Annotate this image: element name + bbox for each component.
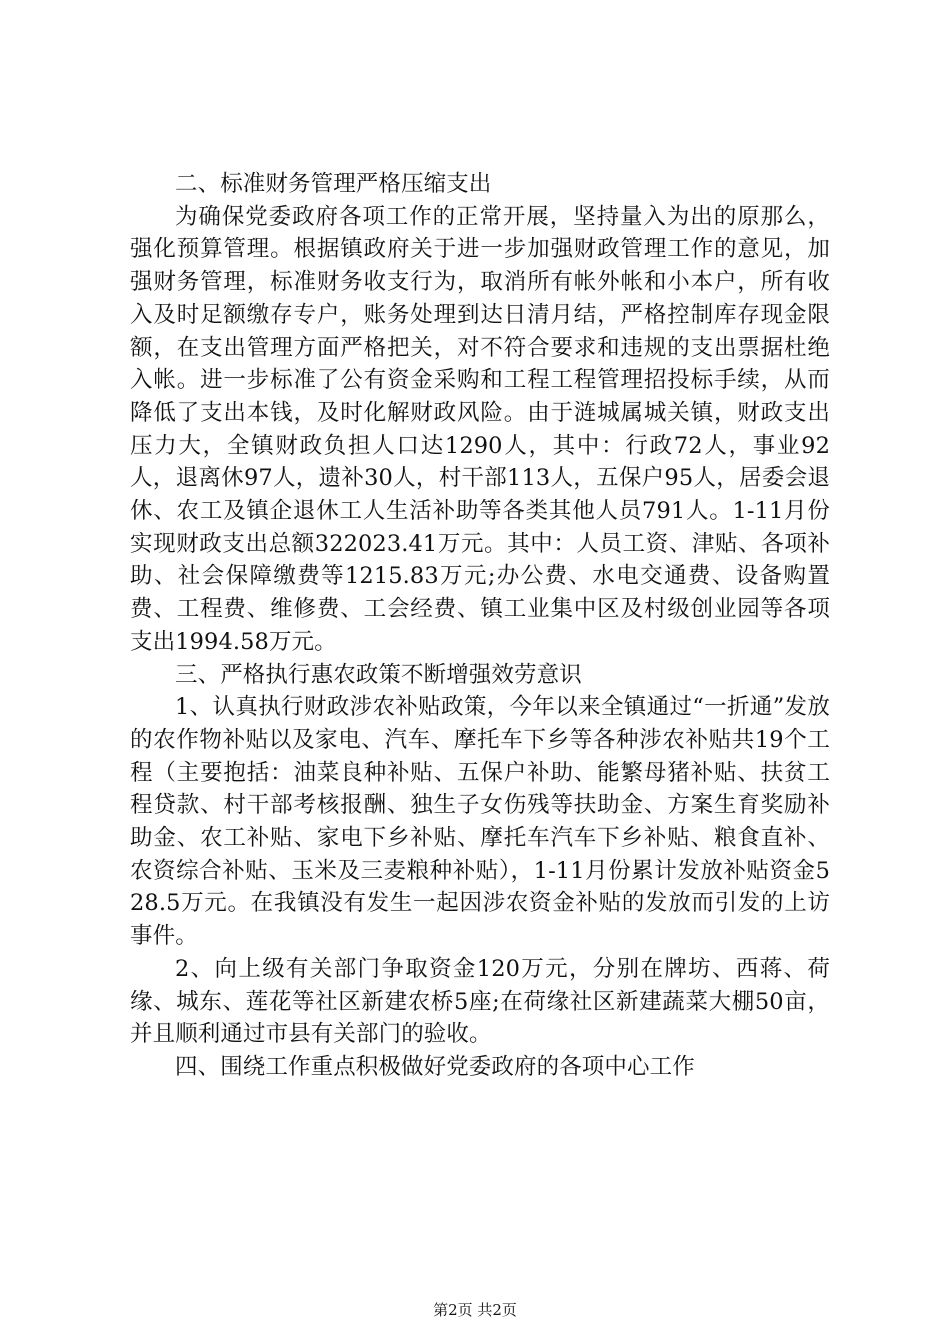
paragraph-funding-projects: 2、向上级有关部门争取资金120万元，分别在牌坊、西蒋、荷缘、城东、莲花等社区新建农桥5座;在荷缘社区新建蔬菜大棚50亩，并且顺利通过市县有关部门的验收。: [130, 955, 830, 1048]
section-heading-2: 二、标准财务管理严格压缩支出: [175, 171, 492, 197]
paragraph-agricultural-subsidies: 1、认真执行财政涉农补贴政策，今年以来全镇通过“一折通”发放的农作物补贴以及家电、汽车、摩托车下乡等各种涉农补贴共19个工程（主要抱括：油菜良种补贴、五保户补助、能繁母猪补贴、扶贫工程贷款、村干部考核报酬、独生子女伤残等扶助金、方案生育奖励补助金、农工补贴、家电下乡补贴、摩托车汽车下乡补贴、粮食直补、农资综合补贴、玉米及三麦粮种补贴），1-11月份累计发放补贴资金528.5万元。在我镇没有发生一起因涉农资金补贴的发放而引发的上访事件。: [130, 694, 830, 950]
paragraph-budget-management: 为确保党委政府各项工作的正常开展，坚持量入为出的原那么，强化预算管理。根据镇政府关于进一步加强财政管理工作的意见，加强财务管理，标准财务收支行为，取消所有帐外帐和小本户，所有收入及时足额缴存专户，账务处理到达日清月结，严格控制库存现金限额，在支出管理方面严格把关，对不符合要求和违规的支出票据杜绝入帐。进一步标准了公有资金采购和工程工程管理招投标手续，从而降低了支出本钱，及时化解财政风险。由于涟城属城关镇，财政支出压力大，全镇财政负担人口达1290人，其中：行政72人，事业92人，退离休97人，遗补30人，村干部113人，五保户95人，居委会退休、农工及镇企退休工人生活补助等各类其他人员791人。1-11月份实现财政支出总额322023.41万元。其中：人员工资、津贴、各项补助、社会保障缴费等1215.83万元;办公费、水电交通费、设备购置费、工程费、维修费、工会经费、镇工业集中区及村级创业园等各项支出1994.58万元。: [130, 203, 830, 655]
section-heading-3: 三、严格执行惠农政策不断增强效劳意识: [175, 661, 582, 688]
page-footer: 第2页 共2页: [433, 1301, 517, 1319]
document-body: [130, 168, 830, 1084]
section-heading-4: 四、围绕工作重点积极做好党委政府的各项中心工作: [175, 1053, 695, 1080]
